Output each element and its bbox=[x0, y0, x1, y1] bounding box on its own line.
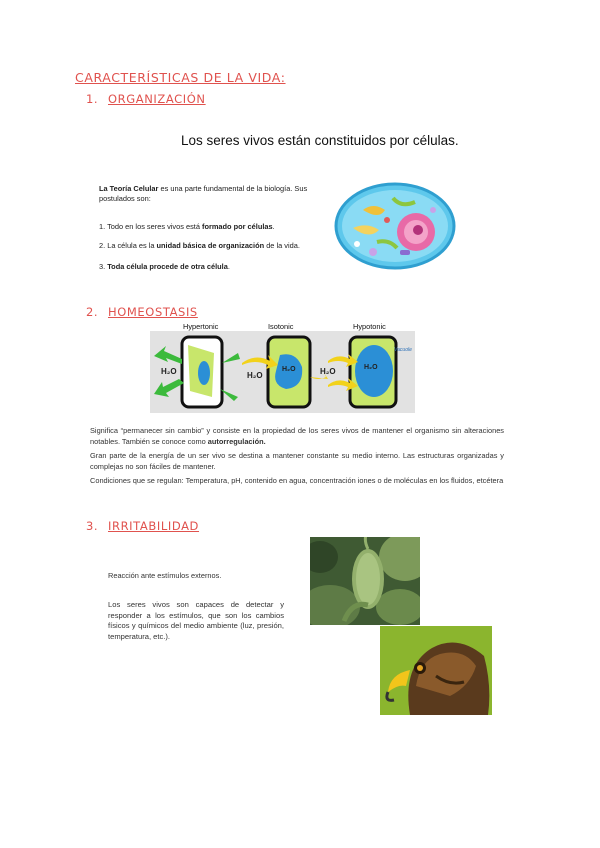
section-label: IRRITABILIDAD bbox=[108, 519, 200, 533]
h2o-label: H₂O bbox=[364, 364, 378, 371]
cell-theory-intro bbox=[99, 184, 329, 204]
hypotonic-cell bbox=[328, 333, 414, 411]
isotonic-label: Isotonic bbox=[268, 322, 294, 331]
h2o-label: H₂O bbox=[161, 367, 177, 376]
postulate-text: 1. Todo en los seres vivos está bbox=[99, 222, 202, 231]
section-number: 1. bbox=[86, 92, 99, 106]
hypertonic-label: Hypertonic bbox=[183, 322, 219, 331]
h2o-label: H₂O bbox=[320, 367, 336, 376]
homeostasis-para-3: Condiciones que se regulan: Temperatura, pH, contenido en agua, concentración iones o de moléculas en los fluidos, etcétera bbox=[90, 476, 504, 485]
postulate-bold: formado por células bbox=[201, 222, 273, 231]
para-bold: autorregulación. bbox=[207, 436, 266, 446]
section-number: 3. bbox=[86, 519, 99, 533]
section-heading-organizacion bbox=[86, 92, 206, 106]
section-number: 2. bbox=[86, 305, 99, 319]
animal-cell-illustration bbox=[333, 180, 458, 272]
section-heading-homeostasis bbox=[86, 305, 198, 319]
section-label: HOMEOSTASIS bbox=[108, 305, 198, 319]
postulate-1 bbox=[99, 222, 339, 232]
section-heading-irritabilidad bbox=[86, 519, 199, 533]
intro-bold: La Teoría Celular bbox=[99, 184, 159, 193]
postulate-2 bbox=[99, 241, 339, 251]
vacuole-label: Vacuole bbox=[394, 347, 412, 353]
postulate-text: 2. La célula es la bbox=[99, 241, 157, 250]
organizacion-headline: Los seres vivos están constituidos por células. bbox=[181, 133, 459, 148]
postulate-bold: unidad básica de organización bbox=[156, 241, 265, 250]
h2o-label: H₂O bbox=[282, 366, 296, 373]
postulate-3 bbox=[99, 262, 339, 272]
hypotonic-label: Hypotonic bbox=[353, 322, 386, 331]
page-title: CARACTERÍSTICAS DE LA VIDA: bbox=[75, 70, 286, 85]
homeostasis-para-2: Gran parte de la energía de un ser vivo se destina a mantener constante su medio interno. Las estructuras organizadas y complejas no son fáciles de mantener. bbox=[90, 451, 504, 471]
eagle-photo bbox=[380, 626, 492, 715]
postulate-text: . bbox=[227, 262, 230, 271]
plant-photo bbox=[310, 537, 420, 625]
para-text: Significa “permanecer sin cambio” y consiste en la propiedad de los seres vivos de mantener el organismo sin alteraciones notables. También se conoce como bbox=[90, 426, 504, 446]
irritabilidad-line: Reacción ante estímulos externos. bbox=[108, 571, 222, 580]
intro-rest: es una parte fundamental de la biología. Sus postulados son: bbox=[99, 184, 308, 203]
tonicity-diagram bbox=[150, 331, 415, 413]
homeostasis-para-1 bbox=[90, 426, 504, 447]
irritabilidad-para: Los seres vivos son capaces de detectar y responder a los estímulos, que son los cambios físicos y químicos del medio ambiente (luz, presión, temperatura, etc.). bbox=[108, 600, 284, 641]
h2o-label: H₂O bbox=[247, 371, 263, 380]
postulate-bold: Toda célula procede de otra célula bbox=[107, 262, 228, 271]
section-label: ORGANIZACIÓN bbox=[108, 92, 206, 106]
postulate-text: . bbox=[272, 222, 275, 231]
postulate-text: 3. bbox=[99, 262, 108, 271]
postulate-text: de la vida. bbox=[264, 241, 300, 250]
